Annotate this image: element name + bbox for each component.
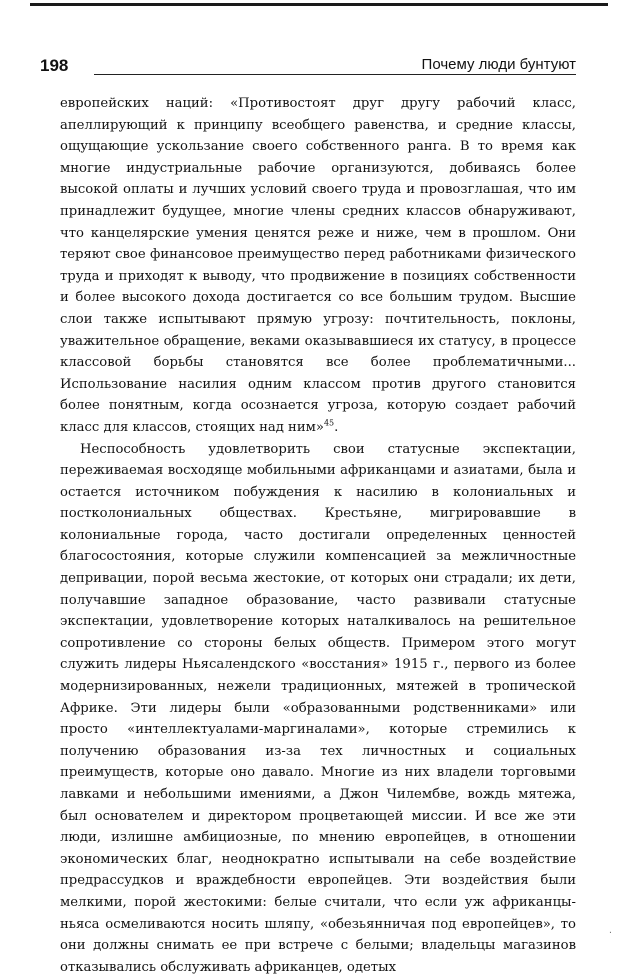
page-number: 198 bbox=[40, 56, 68, 76]
scan-mark: · bbox=[609, 928, 612, 939]
top-border bbox=[30, 3, 608, 6]
paragraph-1-text: европейских наций: «Противостоят друг другу рабочий класс, апеллирующий к принципу всеобщего равенства, и средние классы, ощущающие ускользание своего собственного ранга. В то время как многие индустриальные рабочие организуются, добиваясь более высокой оплаты и лучших условий своего труда и провозглашая, что им принадлежит будущее, многие члены средних классов обнаруживают, что канцелярские умения ценятся реже и ниже, чем в прошлом. Они теряют свое финансовое преимущество перед работниками физического труда и приходят к выводу, что продвижение в позициях собственности и более высокого дохода достигается со все большим трудом. Высшие слои также испытывают прямую угрозу: почтительность, поклоны, уважительное обращение, веками оказывавшиеся их статусу, в процессе классовой борьбы становятся все более проблематичными... Использование насилия одним классом против другого становится более понятным, когда осознается угроза, которую создает рабочий класс для классов, стоящих над ним» bbox=[60, 96, 576, 435]
paragraph-2 bbox=[60, 439, 576, 978]
footnote-ref: 45 bbox=[324, 419, 334, 428]
body-text bbox=[60, 93, 576, 978]
running-title: Почему люди бунтуют bbox=[422, 56, 576, 73]
header-rule bbox=[94, 74, 576, 75]
paragraph-1: европейских наций: «Противостоят друг другу рабочий класс, апеллирующий к принципу всеобщего равенства, и средние классы, ощущающие ускользание своего собственного ранга. В то время как многие индустриальные рабочие организуются, добиваясь более высокой оплаты и лучших условий своего труда и провозглашая, что им принадлежит будущее, многие члены средних классов обнаруживают, что канцелярские умения ценятся реже и ниже, чем в прошлом. Они теряют свое финансовое преимущество перед работниками физического труда и приходят к выводу, что продвижение в позициях собственности и более высокого дохода достигается со все большим трудом. Высшие слои также испытывают прямую угрозу: почтительность, поклоны, уважительное обращение, веками оказывавшиеся их статусу, в процессе классовой борьбы становятся все более проблематичными... Использование насилия одним классом против другого становится более понятным, когда осознается угроза, которую создает рабочий класс для классов, стоящих над ним»$^{45}$. bbox=[60, 93, 576, 439]
page-header bbox=[40, 56, 576, 80]
paragraph-2-text: Неспособность удовлетворить свои статусные экспектации, переживаемая восходяще мобильными африканцами и азиатами, была и остается источником побуждения к насилию в колониальных и постколониальных обществах. Крестьяне, мигрировавшие в колониальные города, часто достигали определенных ценностей благосостояния, которые служили компенсацией за межличностные депривации, порой весьма жестокие, от которых они страдали; их дети, получавшие западное образование, часто развивали статусные экспектации, удовлетворение которых наталкивалось на решительное сопротивление со стороны белых обществ. Примером этого могут служить лидеры Ньясалендского «восстания» 1915 г., первого из более модернизированных, нежели традиционных, мятежей в тропической Африке. Эти лидеры были «образованными родственниками» или просто «интеллектуалами-маргиналами», которые стремились к получению образования из-за тех личностных и социальных преимуществ, которые оно давало. Многие из них владели торговыми лавками и небольшими имениями, а Джон Чилембве, вождь мятежа, был основателем и директором процветающей миссии. И все же эти люди, излишне амбициозные, по мнению европейцев, в отношении экономических благ, неоднократно испытывали на себе воздействие предрассудков и враждебности европейцев. Эти воздействия были мелкими, порой жестокими: белые считали, что если уж африканцы-ньяса осмеливаются носить шляпу, «обезьянничая под европейцев», то они должны снимать ее при встрече с белыми; владельцы магазинов отказывались обслуживать африканцев, одетых bbox=[60, 442, 576, 975]
